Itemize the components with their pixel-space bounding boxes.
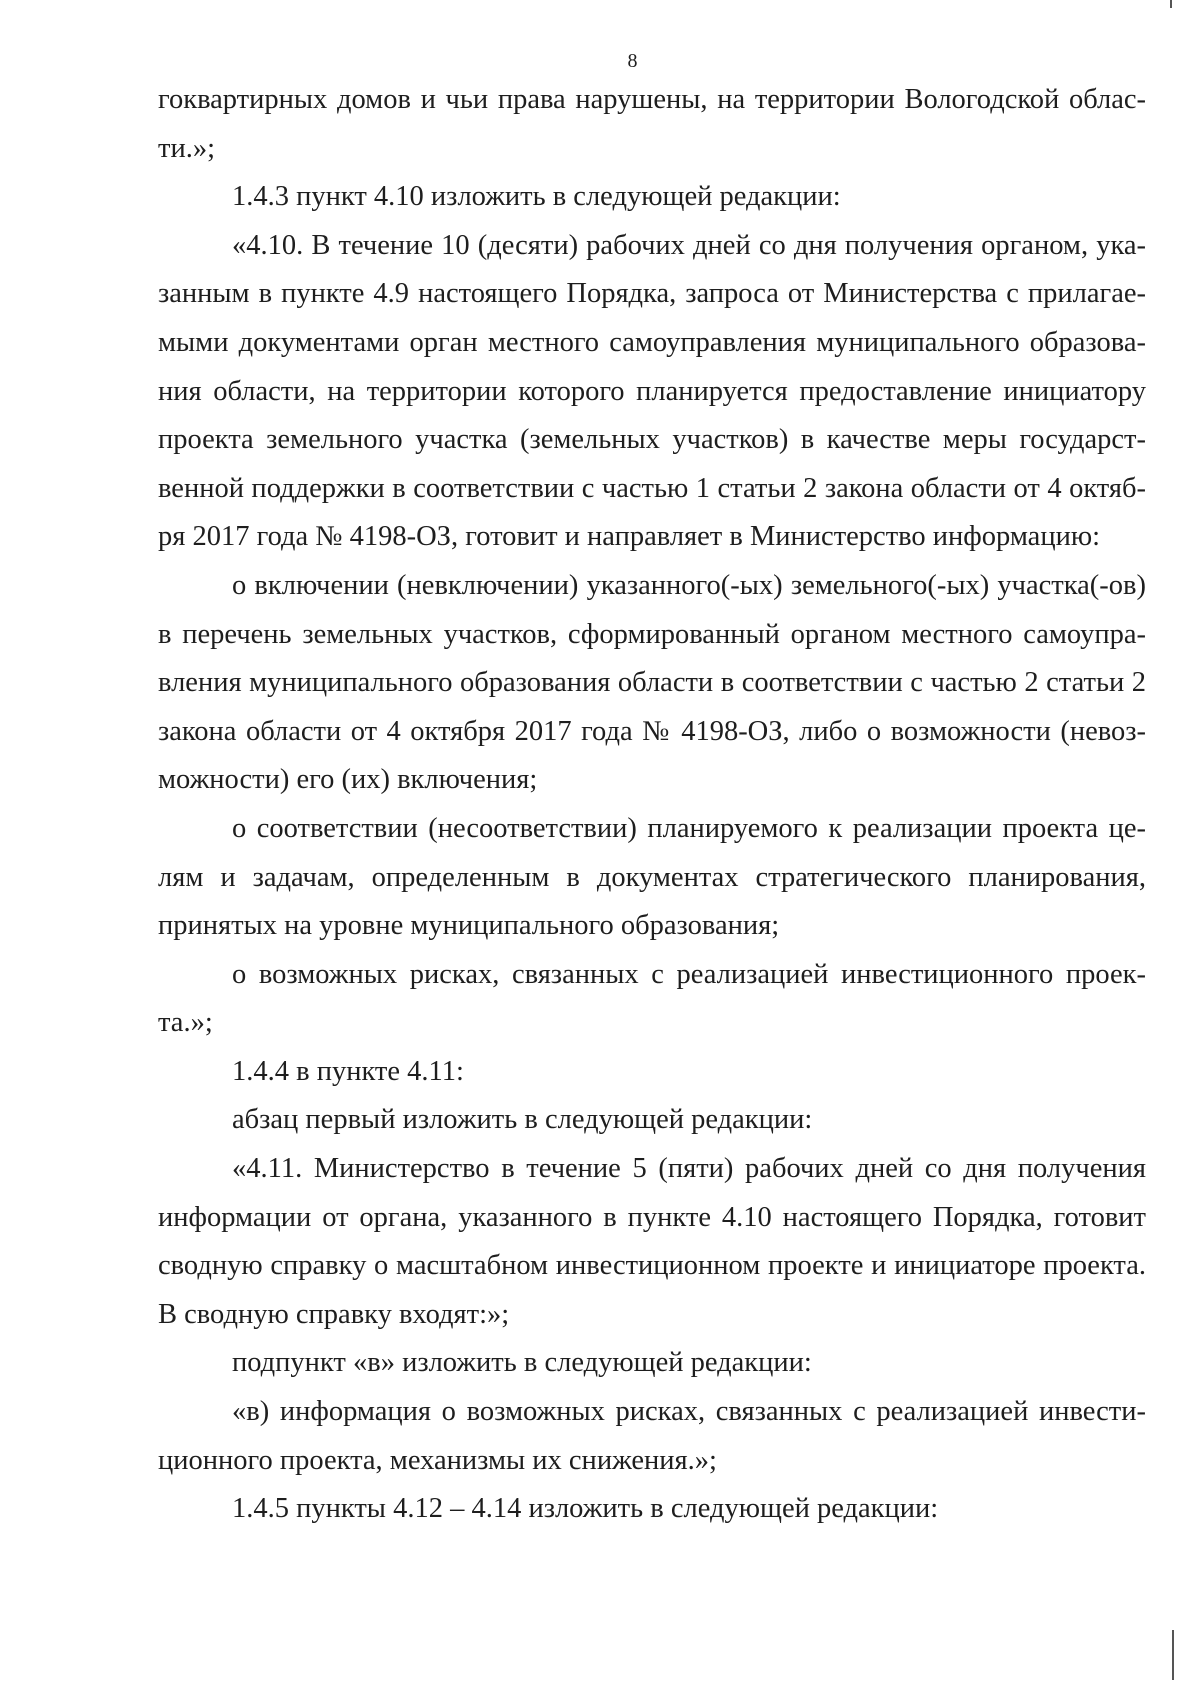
text-line: лям и задачам, определенным в документах стратегического планирования, — [158, 861, 1146, 893]
text-line: можности) его (их) включения; — [158, 764, 538, 796]
document-body — [158, 76, 1146, 1534]
text-line: венной поддержки в соответствии с частью 1 статьи 2 закона области от 4 октяб- — [158, 472, 1146, 504]
text-line: гоквартирных домов и чьи права нарушены, на территории Вологодской облас- — [158, 84, 1146, 115]
text-line: та.»; — [158, 1007, 213, 1039]
text-line: вления муниципального образования области в соответствии с частью 2 статьи 2 — [158, 667, 1146, 699]
text-line: «в) информация о возможных рисках, связанных с реализацией инвести- — [232, 1396, 1146, 1428]
text-line: подпункт «в» изложить в следующей редакции: — [232, 1347, 812, 1379]
text-line: «4.10. В течение 10 (десяти) рабочих дней со дня получения органом, ука- — [232, 229, 1146, 261]
text-line: проекта земельного участка (земельных участков) в качестве меры государст- — [158, 424, 1146, 456]
text-line: о возможных рисках, связанных с реализацией инвестиционного проек- — [232, 958, 1146, 990]
text-line: о включении (невключении) указанного(-ых) земельного(-ых) участка(-ов) — [232, 569, 1146, 601]
scan-mark-bottom — [1172, 1630, 1174, 1680]
text-line: ционного проекта, механизмы их снижения.»; — [158, 1444, 717, 1476]
text-line: 1.4.5 пункты 4.12 – 4.14 изложить в следующей редакции: — [232, 1493, 939, 1525]
text-line: ния области, на территории которого планируется предоставление инициатору — [158, 375, 1146, 407]
text-line: ря 2017 года № 4198-ОЗ, готовит и направляет в Министерство информацию: — [158, 521, 1101, 553]
text-line: информации от органа, указанного в пункте 4.10 настоящего Порядка, готовит — [158, 1201, 1146, 1233]
page-number: 8 — [627, 50, 638, 72]
text-line: 1.4.4 в пункте 4.11: — [232, 1055, 464, 1087]
text-line: закона области от 4 октября 2017 года № 4198-ОЗ, либо о возможности (невоз- — [158, 715, 1146, 747]
text-line: В сводную справку входят:»; — [158, 1298, 510, 1330]
text-line: ти.»; — [158, 132, 215, 164]
text-line: абзац первый изложить в следующей редакции: — [232, 1104, 813, 1136]
text-line: о соответствии (несоответствии) планируемого к реализации проекта це- — [232, 812, 1146, 844]
text-line: 1.4.3 пункт 4.10 изложить в следующей редакции: — [232, 181, 841, 213]
scan-mark-top — [1170, 0, 1172, 8]
text-line: «4.11. Министерство в течение 5 (пяти) рабочих дней со дня получения — [232, 1153, 1146, 1185]
text-line: сводную справку о масштабном инвестиционном проекте и инициаторе проекта. — [158, 1250, 1146, 1282]
text-line: занным в пункте 4.9 настоящего Порядка, запроса от Министерства с прилагае- — [158, 278, 1146, 310]
text-line: принятых на уровне муниципального образования; — [158, 910, 780, 942]
text-line: мыми документами орган местного самоуправления муниципального образова- — [158, 326, 1146, 358]
text-line: в перечень земельных участков, сформированный органом местного самоупра- — [158, 618, 1146, 650]
